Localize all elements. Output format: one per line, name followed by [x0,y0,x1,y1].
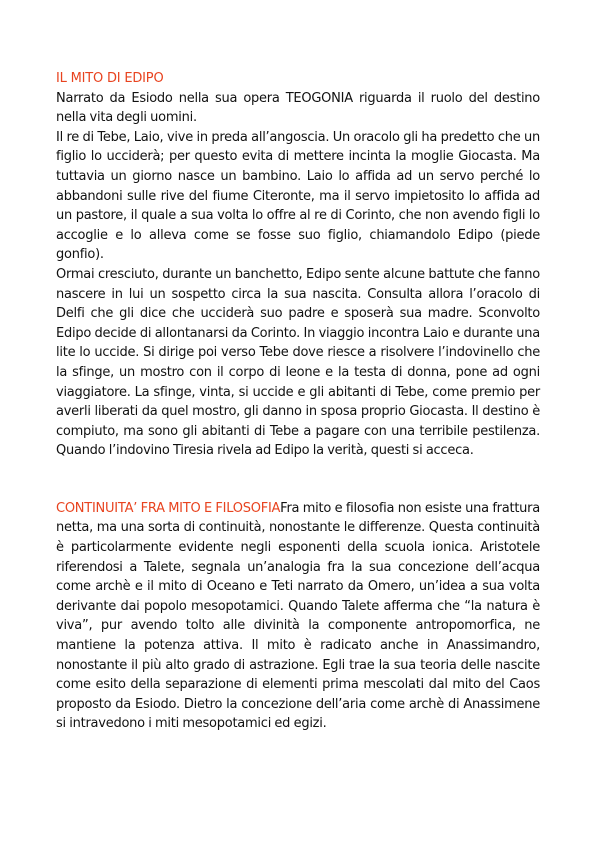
paragraph-laio: Il re di Tebe, Laio, vive in preda all’angoscia. Un oracolo gli ha predetto che un figlio lo ucciderà; per questo evita di mettere incinta la moglie Giocasta. Ma tuttavia un giorno nasce un bambino. Laio lo affida ad un servo perché lo abbandoni sulle rive del fiume Citeronte, ma il servo impietosito lo affida ad un pastore, il quale a sua volta lo offre al re di Corinto, che non avendo figli lo accoglie e lo alleva come se fosse suo figlio, chiamandolo Edipo (piede gonfio). [56,129,540,263]
paragraph-intro: Narrato da Esiodo nella sua opera TEOGONIA riguarda il ruolo del destino nella vita degli uomini. [56,90,540,126]
paragraph-edipo: Ormai cresciuto, durante un banchetto, Edipo sente alcune battute che fanno nascere in lui un sospetto circa la sua nascita. Consulta allora l’oracolo di Delfi che gli dice che ucciderà suo padre e sposerà sua madre. Sconvolto Edipo decide di allontanarsi da Corinto. In viaggio incontra Laio e durante una lite lo uccide. Si dirige poi verso Tebe dove riesce a risolvere l’indovinello che la sfinge, un mostro con il corpo di leone e la testa di donna, pone ad ogni viaggiatore. La sfinge, vinta, si uccide e gli abitanti di Tebe, come premio per averli liberati da quel mostro, gli danno in sposa proprio Giocasta. Il destino è compiuto, ma sono gli abitanti di Tebe a pagare con una terribile pestilenza. Quando l’indovino Tiresia rivela ad Edipo la verità, questi si acceca. [56,266,540,459]
paragraph-continuita [56,499,540,734]
section-heading: IL MITO DI EDIPO [56,71,164,86]
section-continuita [56,499,540,734]
section-heading-inline: CONTINUITA’ FRA MITO E FILOSOFIA [56,500,281,516]
document-page [56,69,540,734]
section-mito-di-edipo [56,69,540,461]
paragraph-continuita-body: Fra mito e filosofia non esiste una frattura netta, ma una sorta di continuità, nonostante le differenze. Questa continuità è particolarmente evidente negli esponenti della scuola ionica. Aristotele riferendosi a Talete, segnala un’analogia fra la sua concezione dell’acqua come archè e il mito di Oceano e Teti narrato da Omero, un’idea a sua volta derivante dai popolo mesopotamici. Quando Talete afferma che “la natura è viva”, pur avendo tolto alle divinità la componente antropomorfica, ne mantiene la potenza attiva. Il mito è radicato anche in Anassimandro, nonostante il più alto grado di astrazione. Egli trae la sua teoria delle nascite come esito della separazione di elementi prima mescolati dal mito del Caos proposto da Esiodo. Dietro la concezione dell’aria come archè di Anassimene si intravedono i miti mesopotamici ed egizi. [56,500,540,732]
